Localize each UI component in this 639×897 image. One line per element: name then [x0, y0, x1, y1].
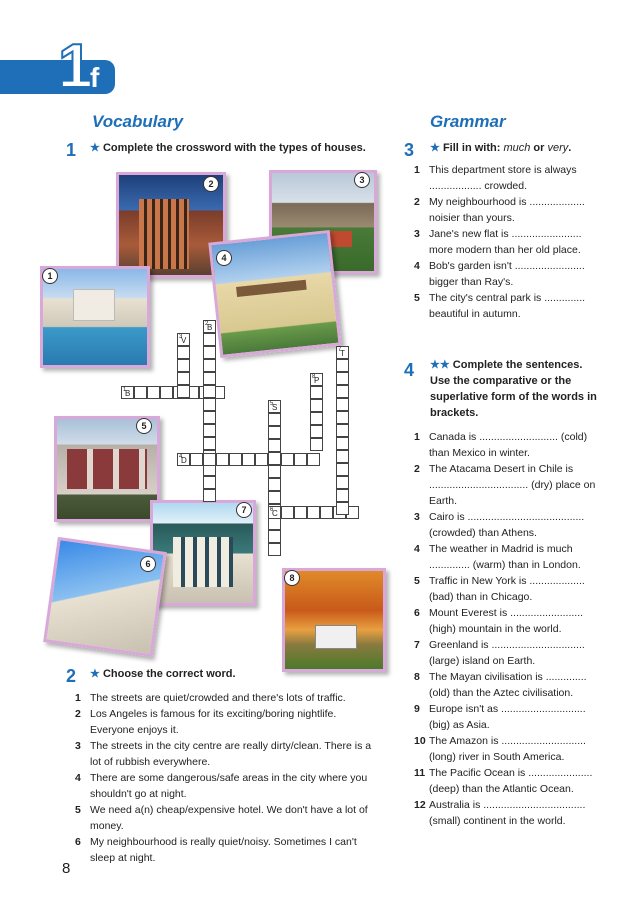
page-number: 8: [62, 860, 71, 877]
crossword-cell[interactable]: [203, 359, 216, 372]
crossword-cell[interactable]: [310, 438, 323, 451]
crossword-cell[interactable]: [320, 506, 333, 519]
list-item: 1 This department store is always .................. crowded.: [414, 164, 577, 192]
photo-badge-5: 5: [136, 418, 152, 434]
crossword-cell[interactable]: [268, 506, 281, 519]
crossword-cell[interactable]: [336, 346, 349, 359]
crossword-cell[interactable]: [177, 333, 190, 346]
crossword-cell[interactable]: [294, 453, 307, 466]
crossword-cell[interactable]: [177, 346, 190, 359]
crossword-cell[interactable]: [281, 453, 294, 466]
crossword-letter: B: [125, 389, 131, 398]
list-item: 5 The city's central park is .............. beautiful in autumn.: [414, 292, 586, 320]
crossword-letter: S: [272, 403, 278, 412]
crossword-letter: V: [181, 336, 187, 345]
crossword-clue-number: 8: [312, 374, 316, 380]
crossword-cell[interactable]: [203, 411, 216, 424]
list-item: 6 Mount Everest is ......................... (high) mountain in the world.: [414, 607, 584, 635]
exercise-3-instruction: ★ Fill in with: much or very.: [430, 142, 572, 154]
house-photo-6: [43, 537, 167, 657]
crossword-cell[interactable]: [336, 489, 349, 502]
crossword-cell[interactable]: [268, 478, 281, 491]
list-item: 9 Europe isn't as ............................. (big) as Asia.: [414, 703, 586, 731]
crossword-cell[interactable]: [203, 346, 216, 359]
list-item: 5 Traffic in New York is ................... (bad) than in Chicago.: [414, 575, 585, 603]
crossword-cell[interactable]: [336, 359, 349, 372]
list-item: 12 Australia is ................................... (small) continent in the world.: [414, 799, 586, 827]
crossword-cell[interactable]: [336, 424, 349, 437]
crossword-cell[interactable]: [294, 506, 307, 519]
crossword-cell[interactable]: [310, 373, 323, 386]
exercise-3-list: [414, 162, 594, 322]
crossword-letter: P: [314, 376, 320, 385]
crossword-cell[interactable]: [203, 333, 216, 346]
crossword-cell[interactable]: [177, 453, 190, 466]
star-icon: ★★: [430, 359, 450, 371]
crossword-cell[interactable]: [268, 439, 281, 452]
exercise-1-instruction: ★ Complete the crossword with the types of houses.: [90, 142, 366, 154]
crossword-cell[interactable]: [203, 476, 216, 489]
crossword-cell[interactable]: [203, 398, 216, 411]
list-item: 5 We need a(n) cheap/expensive hotel. We don't have a lot of money.: [75, 804, 368, 832]
crossword-cell[interactable]: [134, 386, 147, 399]
exercise-4-list: [414, 429, 596, 829]
unit-number: 1: [58, 32, 93, 101]
crossword-letter: T: [340, 349, 345, 358]
list-item: 2 The Atacama Desert in Chile is .................................. (dry) place on Earth.: [414, 463, 596, 507]
crossword-cell[interactable]: [310, 412, 323, 425]
exercise-3-number: 3: [404, 140, 415, 160]
star-icon: ★: [430, 142, 440, 154]
crossword-cell[interactable]: [229, 453, 242, 466]
list-item: 4 There are some dangerous/safe areas in the city where you shouldn't go at night.: [75, 772, 368, 800]
crossword-cell[interactable]: [177, 359, 190, 372]
list-item: 3 Jane's new flat is ........................ more modern than her old place.: [414, 228, 582, 256]
crossword-cell[interactable]: [203, 453, 216, 466]
crossword-cell[interactable]: [310, 425, 323, 438]
photo-badge-8: 8: [284, 570, 300, 586]
crossword-cell[interactable]: [216, 453, 229, 466]
crossword-cell[interactable]: [336, 411, 349, 424]
list-item: 2 Los Angeles is famous for its exciting/boring nightlife. Everyone enjoys it.: [75, 708, 337, 736]
crossword-cell[interactable]: [203, 437, 216, 450]
star-icon: ★: [90, 668, 100, 680]
exercise-2-instruction: ★ Choose the correct word.: [90, 668, 236, 680]
photo-badge-3: 3: [354, 172, 370, 188]
crossword-cell[interactable]: [336, 398, 349, 411]
list-item: 8 The Mayan civilisation is .............. (old) than the Aztec civilisation.: [414, 671, 587, 699]
list-item: 3 Cairo is ........................................ (crowded) than Athens.: [414, 511, 585, 539]
crossword-cell[interactable]: [336, 450, 349, 463]
photo-badge-7: 7: [236, 502, 252, 518]
list-item: 4 The weather in Madrid is much .............. (warm) than in London.: [414, 543, 581, 571]
crossword-cell[interactable]: [255, 453, 268, 466]
crossword-clue-number: 1: [123, 387, 127, 393]
list-item: 7 Greenland is ................................ (large) island on Earth.: [414, 639, 585, 667]
crossword-cell[interactable]: [203, 489, 216, 502]
list-item: 1 Canada is ........................... (cold) than Mexico in winter.: [414, 431, 588, 459]
crossword-cell[interactable]: [281, 506, 294, 519]
exercise-4-number: 4: [404, 360, 415, 380]
list-item: 11 The Pacific Ocean is ...................... (deep) than the Atlantic Ocean.: [414, 767, 593, 795]
photo-badge-1: 1: [42, 268, 58, 284]
photo-badge-4: 4: [216, 250, 232, 266]
exercise-4-instruction: ★★ Complete the sentences. Use the comparative or the superlative form of the words in brackets.: [430, 359, 597, 419]
crossword-cell[interactable]: [336, 502, 349, 515]
star-icon: ★: [90, 142, 100, 154]
crossword-cell[interactable]: [336, 463, 349, 476]
grammar-title: Grammar: [430, 112, 506, 131]
crossword-cell[interactable]: [268, 465, 281, 478]
crossword-cell[interactable]: [203, 385, 216, 398]
crossword-cell[interactable]: [268, 543, 281, 556]
crossword-cell[interactable]: [310, 399, 323, 412]
list-item: 3 The streets in the city centre are really dirty/clean. There is a lot of rubbish everywhere.: [75, 740, 372, 768]
crossword-cell[interactable]: [177, 385, 190, 398]
list-item: 2 My neighbourhood is ................... noisier than yours.: [414, 196, 585, 224]
crossword-cell[interactable]: [203, 372, 216, 385]
unit-letter: f: [90, 62, 100, 93]
crossword-letter: D: [181, 456, 187, 465]
crossword-cell[interactable]: [177, 372, 190, 385]
crossword-cell[interactable]: [203, 320, 216, 333]
list-item: 6 My neighbourhood is really quiet/noisy. Sometimes I can't sleep at night.: [75, 836, 357, 864]
crossword-cell[interactable]: [160, 386, 173, 399]
exercise-2-list: [75, 690, 379, 866]
crossword-cell[interactable]: [268, 400, 281, 413]
crossword-clue-number: 6: [270, 507, 274, 513]
crossword-clue-number: 2: [205, 321, 209, 327]
crossword-cell[interactable]: [307, 506, 320, 519]
crossword-clue-number: 4: [179, 454, 183, 460]
crossword-cell[interactable]: [307, 453, 320, 466]
crossword-cell[interactable]: [336, 372, 349, 385]
crossword-cell[interactable]: [268, 426, 281, 439]
crossword-cell[interactable]: [336, 437, 349, 450]
crossword-cell[interactable]: [336, 385, 349, 398]
crossword-cell[interactable]: [190, 453, 203, 466]
exercise-1-number: 1: [66, 140, 77, 160]
photo-badge-6: 6: [140, 556, 156, 572]
crossword-clue-number: 3: [179, 334, 183, 340]
crossword-cell[interactable]: [268, 452, 281, 465]
list-item: 1 The streets are quiet/crowded and there's lots of traffic.: [75, 692, 346, 704]
crossword-cell[interactable]: [268, 491, 281, 504]
crossword-letter: C: [272, 509, 278, 518]
exercise-2-number: 2: [66, 666, 77, 686]
crossword-clue-number: 5: [270, 401, 274, 407]
vocabulary-title: Vocabulary: [92, 112, 184, 131]
photo-badge-2: 2: [203, 176, 219, 192]
crossword-cell[interactable]: [242, 453, 255, 466]
crossword-letter: B: [207, 323, 213, 332]
crossword-cell[interactable]: [336, 476, 349, 489]
crossword-cell[interactable]: [268, 530, 281, 543]
house-photo-4: [208, 230, 341, 358]
list-item: 4 Bob's garden isn't ........................ bigger than Ray's.: [414, 260, 585, 288]
crossword-clue-number: 7: [338, 347, 342, 353]
house-photo-1: [40, 266, 150, 368]
list-item: 10 The Amazon is ............................. (long) river in South America.: [414, 735, 586, 763]
crossword-cell[interactable]: [268, 413, 281, 426]
crossword-cell[interactable]: [203, 424, 216, 437]
crossword-cell[interactable]: [310, 386, 323, 399]
crossword-cell[interactable]: [147, 386, 160, 399]
crossword-cell[interactable]: [121, 386, 134, 399]
